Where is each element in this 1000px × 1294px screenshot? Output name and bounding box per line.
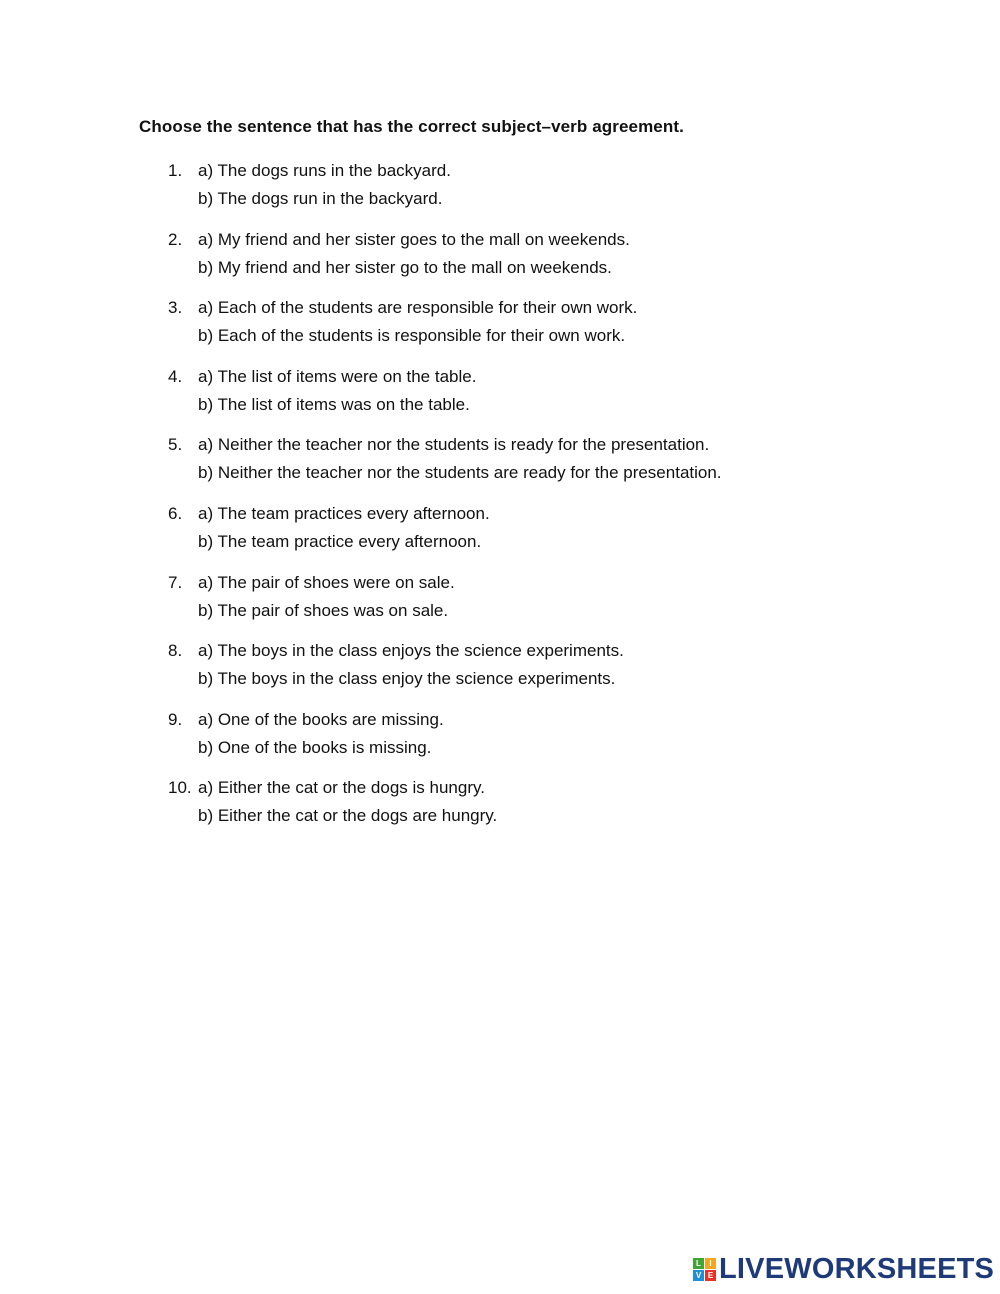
question-options — [198, 363, 476, 419]
logo-tile: L — [693, 1258, 704, 1269]
question-item — [168, 706, 968, 775]
question-item — [168, 157, 968, 226]
question-number: 9. — [168, 709, 183, 729]
question-number: 7. — [168, 572, 183, 592]
option-b: b) The pair of shoes was on sale. — [198, 600, 449, 620]
option-a: a) The list of items were on the table. — [198, 366, 477, 386]
question-options — [198, 774, 497, 830]
question-number: 5. — [168, 435, 183, 455]
question-options — [198, 431, 722, 487]
question-item — [168, 637, 968, 706]
question-number: 4. — [168, 366, 183, 386]
brand-wordmark: LIVEWORKSHEETS — [719, 1253, 995, 1285]
question-options — [198, 226, 630, 282]
option-a: a) One of the books are missing. — [198, 709, 444, 729]
question-options — [198, 706, 444, 762]
question-item — [168, 500, 968, 569]
liveworksheets-logo-icon — [693, 1258, 716, 1281]
liveworksheets-logo — [693, 1255, 994, 1283]
question-item — [168, 431, 968, 500]
question-number: 1. — [168, 161, 183, 180]
question-list — [168, 157, 968, 843]
option-b: b) The dogs run in the backyard. — [198, 189, 443, 208]
option-a: a) Each of the students are responsible for their own work. — [198, 298, 638, 318]
instruction-heading: Choose the sentence that has the correct subject–verb agreement. — [139, 117, 684, 136]
question-number: 8. — [168, 641, 183, 661]
question-number: 10. — [168, 778, 192, 798]
question-number: 6. — [168, 503, 183, 523]
option-b: b) Neither the teacher nor the students are ready for the presentation. — [198, 463, 722, 483]
question-options — [198, 500, 490, 556]
option-a: a) The team practices every afternoon. — [198, 503, 490, 523]
option-b: b) The team practice every afternoon. — [198, 531, 482, 551]
option-a: a) The boys in the class enjoys the science experiments. — [198, 641, 624, 661]
option-b: b) The boys in the class enjoy the science experiments. — [198, 669, 616, 689]
question-item — [168, 226, 968, 295]
logo-tile: E — [705, 1270, 716, 1281]
question-options — [198, 637, 624, 693]
option-b: b) My friend and her sister go to the mall on weekends. — [198, 257, 612, 277]
option-b: b) One of the books is missing. — [198, 737, 432, 757]
option-a: a) Either the cat or the dogs is hungry. — [198, 778, 485, 798]
question-item — [168, 363, 968, 432]
option-b: b) Each of the students is responsible for their own work. — [198, 326, 626, 346]
option-b: b) The list of items was on the table. — [198, 394, 470, 414]
question-options — [198, 569, 455, 625]
question-item — [168, 569, 968, 638]
question-item — [168, 774, 968, 843]
question-number: 2. — [168, 229, 183, 249]
option-b: b) Either the cat or the dogs are hungry. — [198, 806, 498, 826]
option-a: a) The pair of shoes were on sale. — [198, 572, 455, 592]
option-a: a) Neither the teacher nor the students is ready for the presentation. — [198, 435, 710, 455]
logo-tile: I — [705, 1258, 716, 1269]
question-options — [198, 157, 451, 213]
question-number: 3. — [168, 298, 183, 318]
option-a: a) My friend and her sister goes to the mall on weekends. — [198, 229, 630, 249]
question-item — [168, 294, 968, 363]
option-a: a) The dogs runs in the backyard. — [198, 161, 451, 180]
logo-tile: V — [693, 1270, 704, 1281]
question-options — [198, 294, 637, 350]
